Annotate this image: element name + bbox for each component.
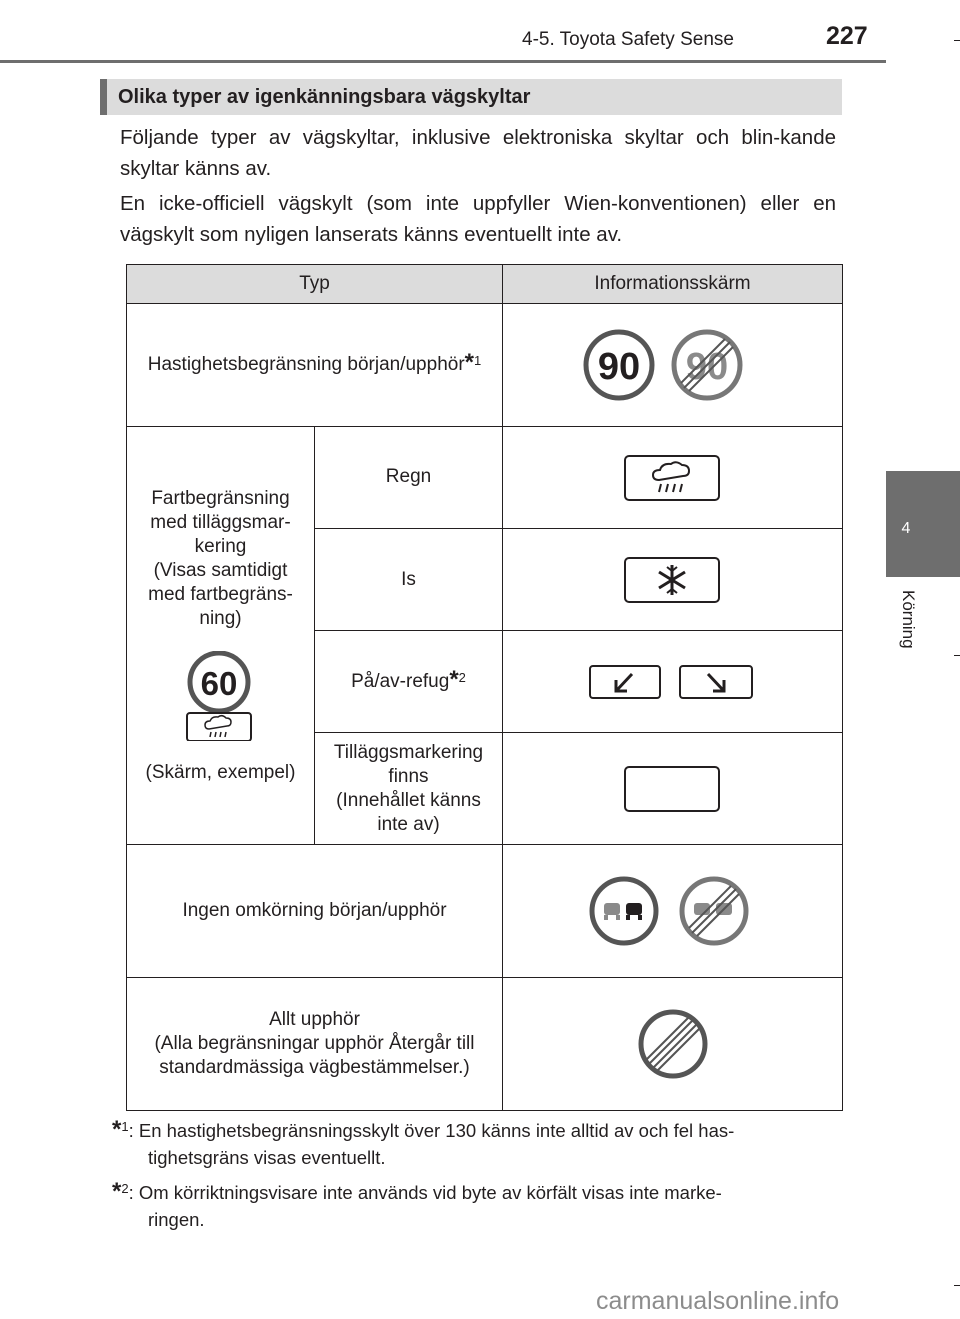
speed-limit-end-value: 90 [685, 346, 728, 388]
col-header-display: Informationsskärm [503, 265, 843, 304]
end-all-restrictions-icon [633, 1006, 713, 1082]
rain-sign-icon [623, 454, 723, 502]
footnote-2-line1: : Om körriktningsvisare inte används vid byte av körfält visas inte marke- [128, 1182, 722, 1203]
keep-right-arrow-icon [680, 666, 752, 698]
footnote-1-mark: * [112, 1116, 122, 1143]
section-title-accent [100, 79, 107, 115]
no-overtaking-sign-icon [592, 879, 656, 943]
row-speed-limit-label [127, 304, 503, 427]
footnote-2 [112, 1179, 832, 1233]
no-overtaking-end-sign-icon [682, 879, 746, 943]
no-overtaking-signs [588, 873, 758, 949]
chapter-number: 4 [901, 520, 911, 537]
note-paragraph: En icke-officiell vägskylt (som inte uppfyller Wien-konventionen) eller en vägskylt som nyligen lanserats känns eventuellt inte av. [120, 192, 836, 246]
ice-display [503, 529, 843, 631]
ice-label: Is [315, 529, 503, 631]
example-speed-value: 60 [200, 664, 237, 702]
sign-types-table [126, 264, 843, 1111]
footnote-1-line2: tighetsgräns visas eventuellt. [148, 1147, 386, 1168]
footnote-ref: 1 [474, 353, 482, 368]
rain-display [503, 427, 843, 529]
chapter-label: Körning [899, 590, 918, 649]
footnote-star: * [449, 665, 459, 693]
end-all-label: Allt upphör (Alla begränsningar upphör Återgår till standardmässiga vägbestämmelser.) [127, 978, 503, 1111]
supplementary-present-label: Tilläggsmarkering finns (Innehållet känns inte av) [315, 733, 503, 845]
blank-plate-icon [623, 765, 723, 813]
footnote-1 [112, 1117, 832, 1171]
footnote-1-line1: : En hastighetsbegränsningsskylt över 130 känns inte alltid av och fel has- [128, 1120, 735, 1141]
speed-limit-signs [503, 304, 843, 427]
island-label: På/av-refug*$^2$ [315, 631, 503, 733]
col-header-type: Typ [127, 265, 503, 304]
end-all-display [503, 978, 843, 1111]
supplementary-type-cell [127, 427, 315, 845]
supplementary-label: Fartbegränsning med tilläggsmar- kering (Visas samtidigt med fartbegräns- ning) [148, 487, 293, 629]
rain-example-icon [187, 713, 251, 741]
snowflake-sign-icon [623, 556, 723, 604]
crop-mark [954, 655, 960, 656]
watermark: carmanualsonline.info [596, 1287, 840, 1315]
keep-left-right-signs [588, 662, 758, 702]
supplementary-example-graphic [181, 651, 261, 741]
page-number: 227 [826, 22, 868, 50]
footnote-2-mark: * [112, 1178, 122, 1205]
crop-mark [954, 1285, 960, 1286]
keep-left-arrow-icon [590, 666, 660, 698]
speed-limit-value: 90 [597, 346, 640, 388]
header-rule [0, 60, 886, 63]
footnote-2-num: 2 [121, 1181, 129, 1196]
crop-mark [954, 40, 960, 41]
speed-limit-end-sign-icon [674, 332, 740, 398]
rain-label: Regn [315, 427, 503, 529]
footnote-ref: 2 [458, 669, 466, 685]
footnote-star: * [464, 349, 474, 376]
example-caption: (Skärm, exempel) [145, 761, 296, 783]
supplementary-present-display [503, 733, 843, 845]
intro-paragraph: Följande typer av vägskyltar, inklusive elektroniska skyltar och blin-kande skyltar känns av. [120, 126, 836, 180]
speed-limit-signs-graphic [583, 325, 763, 405]
footnote-2-line2: ringen. [148, 1209, 205, 1230]
footnote-1-num: 1 [121, 1119, 129, 1134]
island-display [503, 631, 843, 733]
no-overtaking-label: Ingen omkörning början/upphör [127, 845, 503, 978]
no-overtaking-display [503, 845, 843, 978]
speed-limit-example-icon [190, 653, 248, 711]
section-heading: 4-5. Toyota Safety Sense [522, 29, 734, 50]
speed-limit-text: Hastighetsbegränsning början/upphör [147, 354, 465, 375]
section-title: Olika typer av igenkänningsbara vägskyltar [118, 86, 531, 108]
speed-limit-sign-icon [586, 332, 652, 398]
